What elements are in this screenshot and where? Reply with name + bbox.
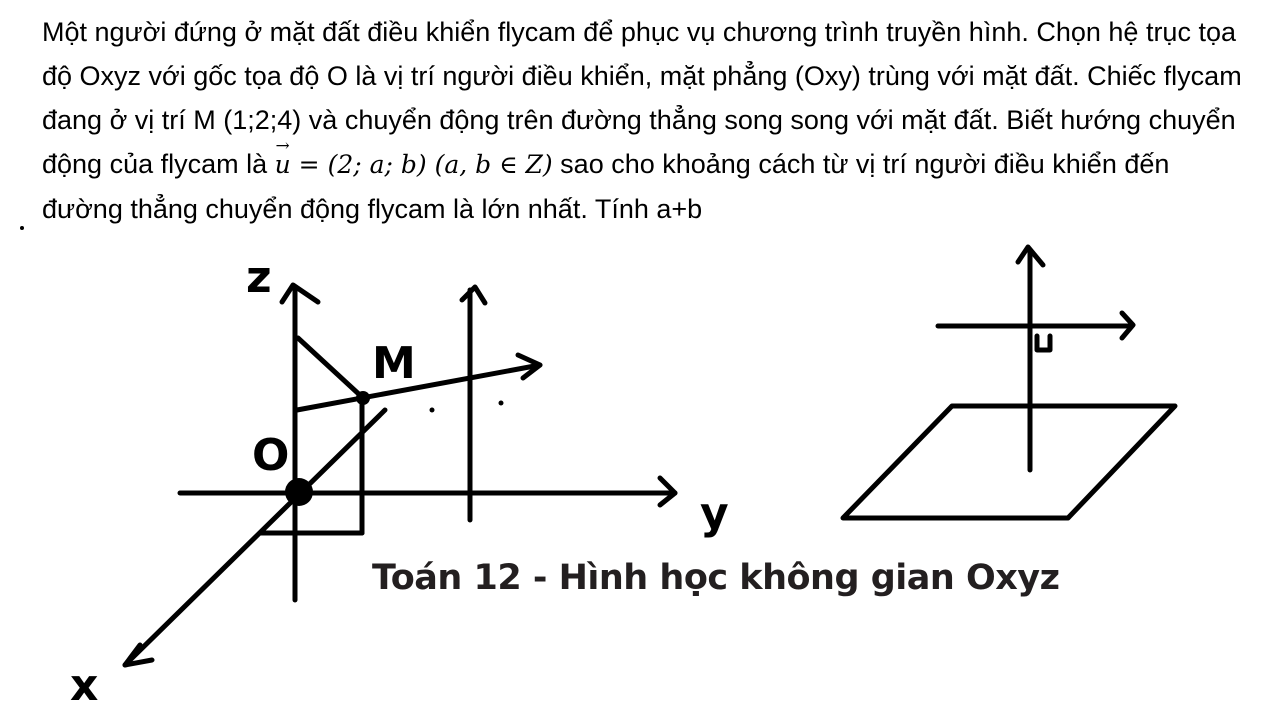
z-axis-arrowhead [282,285,318,302]
problem-text-part2: sao cho khoảng cách từ vị trí người điều khiển đến đường thẳng chuyển động flycam là lớn nhất. Tính a+b [42,149,1170,224]
small-dot-1 [430,408,435,413]
z-axis-label: z [246,252,272,303]
stray-dot [20,226,24,230]
right-angle-mark [1037,336,1050,350]
ground-plane [843,406,1175,518]
vertical-line-arrowhead [462,287,485,303]
integer-condition: (a, b ∈ Z) [426,150,553,179]
problem-text-part1: Một người đứng ở mặt đất điều khiển flycam để phục vụ chương trình truyền hình. Chọn hệ trục tọa độ Oxyz với gốc tọa độ O là vị trí người điều khiển, mặt phẳng (Oxy) trùng với mặt đất. Chiếc flycam đang ở vị trí M (1;2;4) và chuyển động trên đường thẳng song song với mặt đất. Biết hướng chuyển động của flycam là [42,17,1242,179]
small-dot-2 [499,401,504,406]
origin-label: O [252,430,290,481]
x-axis-label: x [70,660,99,711]
point-m-label: M [372,338,416,389]
origin-dot [285,478,313,506]
y-axis-label: y [700,488,729,539]
vector-u: → u [275,143,291,187]
lesson-subtitle: Toán 12 - Hình học không gian Oxyz [372,558,1060,598]
perpendicular-segment [298,338,362,397]
vector-value: = (2; a; b) [290,150,427,179]
point-m-dot [356,391,370,405]
